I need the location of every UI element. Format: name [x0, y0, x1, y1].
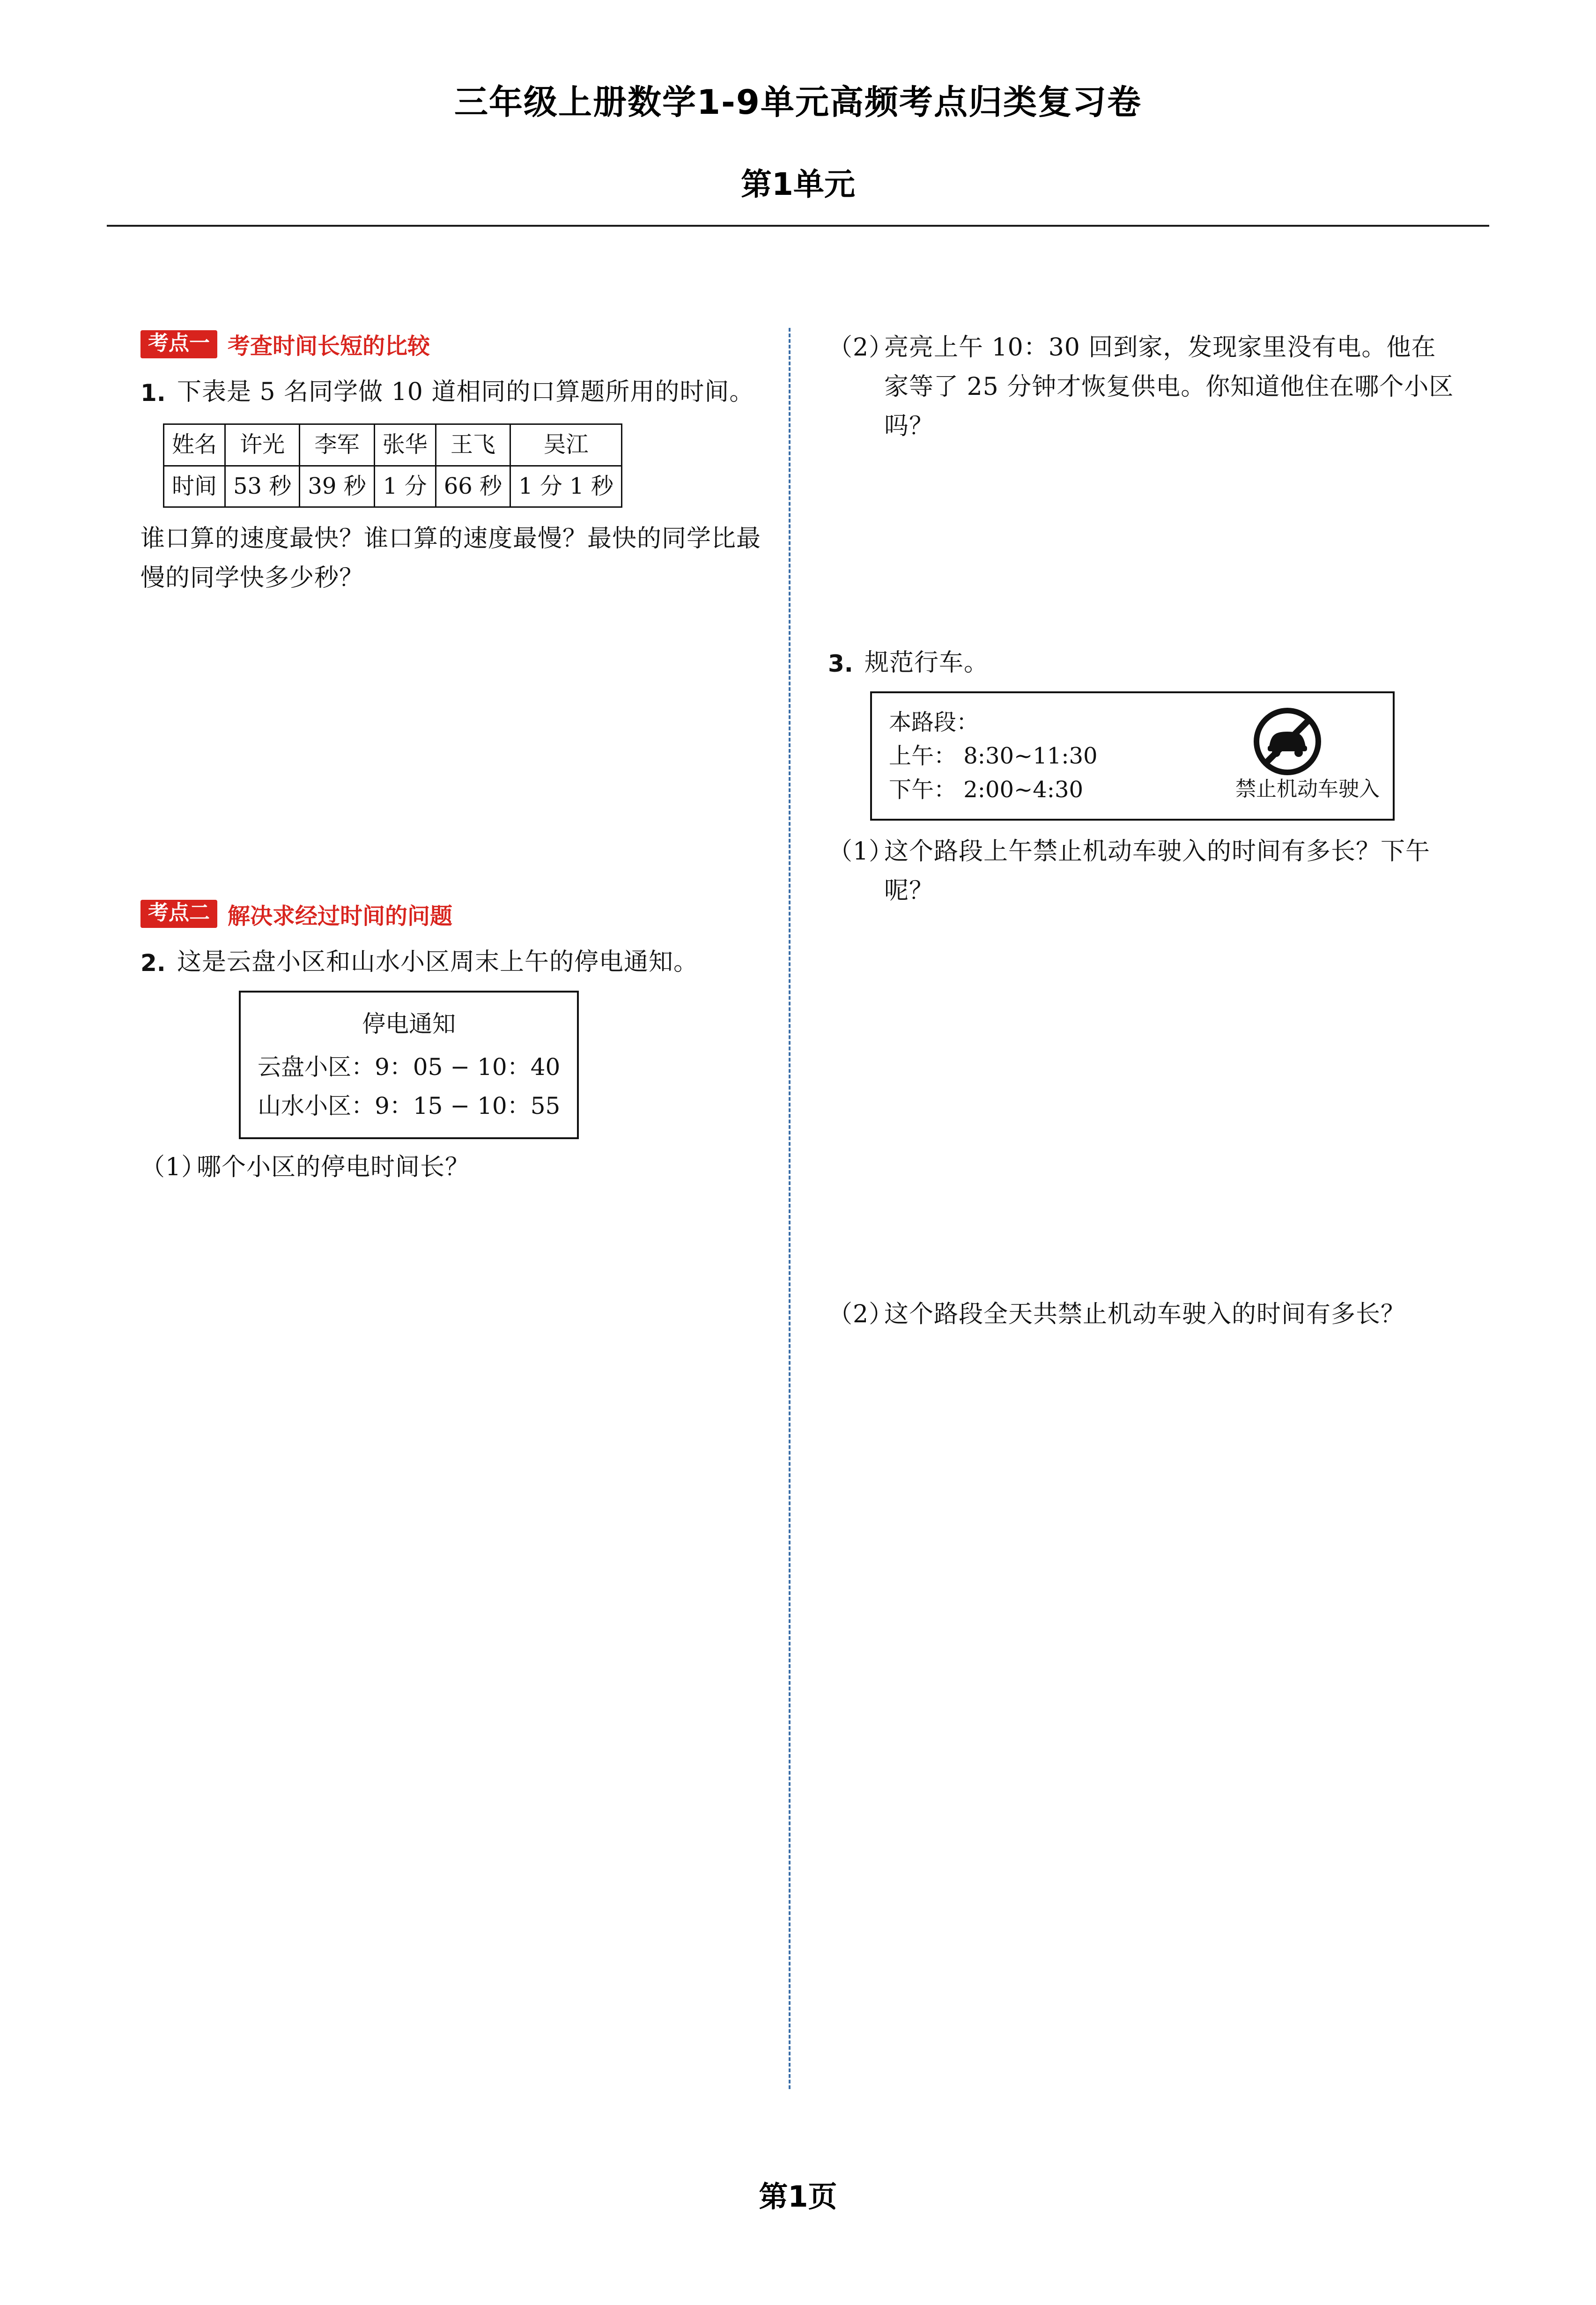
question-2-sub-1-text: 哪个小区的停电时间长？ — [197, 1153, 470, 1182]
table-cell-time-0: 53 秒 — [225, 466, 300, 507]
answer-space-2 — [828, 446, 1460, 643]
outage-notice-line-2: 山水小区：9：15 − 10：55 — [258, 1092, 561, 1119]
left-column — [140, 328, 773, 1196]
table-row — [164, 466, 622, 507]
column-divider — [789, 328, 791, 2089]
question-2 — [140, 942, 773, 1187]
header-divider — [107, 225, 1489, 227]
answer-space-3b — [828, 1201, 1460, 1295]
outage-notice-line-1: 云盘小区：9：05 − 10：40 — [258, 1053, 561, 1081]
question-2-number: 2. — [140, 949, 166, 977]
table-cell-time-3: 66 秒 — [436, 466, 510, 507]
section-title-2: 解决求经过时间的问题 — [228, 903, 453, 929]
question-2-sub-2 — [828, 328, 1460, 446]
table-row-label-names: 姓名 — [164, 424, 225, 466]
answer-space-1 — [140, 608, 773, 898]
right-column — [828, 328, 1460, 1343]
no-motor-vehicles-icon — [1252, 706, 1323, 777]
road-sign-box — [870, 691, 1395, 821]
question-3-sub-1 — [828, 832, 1460, 911]
question-1-prompt: 谁口算的速度最快？谁口算的速度最慢？最快的同学比最慢的同学快多少秒？ — [140, 525, 761, 593]
question-1-table-wrap — [163, 423, 773, 508]
table-cell-time-1: 39 秒 — [300, 466, 374, 507]
table-cell-time-2: 1 分 — [374, 466, 436, 507]
question-3-sub-1-label: （1） — [828, 837, 894, 866]
road-sign-line-2: 上午： 8:30~11:30 — [889, 742, 1098, 769]
question-2-sub-2-label: （2） — [828, 334, 894, 362]
question-3-text: 规范行车。 — [864, 648, 989, 677]
section-tag-2: 考点二 — [140, 900, 217, 928]
page-title: 三年级上册数学1-9单元高频考点归类复习卷 — [454, 82, 1142, 122]
outage-notice-box — [239, 991, 579, 1140]
table-cell-name-3: 王飞 — [436, 424, 510, 466]
question-3-sub-2-text: 这个路段全天共禁止机动车驶入的时间有多长？ — [884, 1300, 1406, 1329]
road-sign-line-3: 下午： 2:00~4:30 — [889, 776, 1084, 803]
table-cell-time-4: 1 分 1 秒 — [510, 466, 622, 507]
table-row — [164, 424, 622, 466]
table-cell-name-4: 吴江 — [510, 424, 622, 466]
question-3-sub-1-text: 这个路段上午禁止机动车驶入的时间有多长？下午呢？ — [884, 837, 1431, 905]
road-sign-icon-label: 禁止机动车驶入 — [1235, 777, 1380, 801]
question-1-text: 下表是 5 名同学做 10 道相同的口算题所用的时间。 — [177, 378, 754, 406]
question-1 — [140, 372, 773, 598]
student-time-table — [163, 423, 622, 508]
page-subtitle: 第1单元 — [741, 166, 855, 202]
road-sign-line-1: 本路段： — [889, 709, 979, 735]
table-cell-name-2: 张华 — [374, 424, 436, 466]
section-tag-1: 考点一 — [140, 330, 217, 358]
question-2-text: 这是云盘小区和山水小区周末上午的停电通知。 — [177, 948, 699, 976]
section-title-1: 考查时间长短的比较 — [228, 333, 430, 359]
section-heading-1 — [140, 328, 773, 360]
question-1-number: 1. — [140, 379, 166, 407]
table-cell-name-1: 李军 — [300, 424, 374, 466]
question-3-number: 3. — [828, 650, 853, 677]
table-row-label-times: 时间 — [164, 466, 225, 507]
table-cell-name-0: 许光 — [225, 424, 300, 466]
answer-space-3 — [828, 911, 1460, 1201]
section-heading-2 — [140, 898, 773, 930]
outage-notice-title: 停电通知 — [362, 1010, 456, 1038]
question-3 — [828, 643, 1460, 1334]
question-2-sub-2-text: 亮亮上午 10：30 回到家，发现家里没有电。他在家等了 25 分钟才恢复供电。你知道他住在哪个小区吗？ — [884, 334, 1454, 441]
question-2-sub-1 — [140, 1148, 773, 1187]
question-3-sub-2-label: （2） — [828, 1300, 894, 1329]
question-3-sub-2 — [828, 1295, 1460, 1334]
page-number-footer: 第1页 — [759, 2179, 837, 2214]
question-2-sub-1-label: （1） — [140, 1153, 207, 1182]
